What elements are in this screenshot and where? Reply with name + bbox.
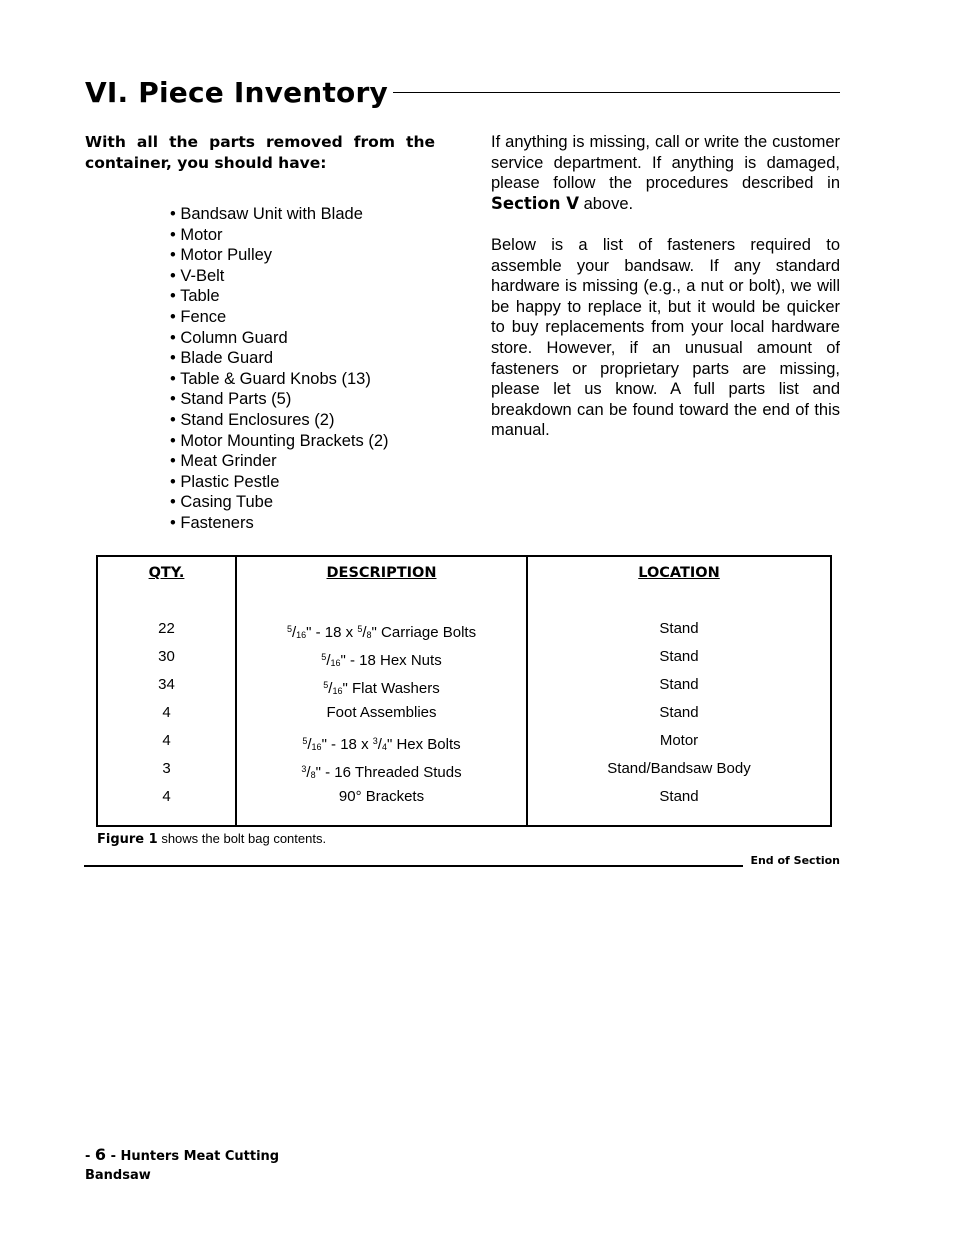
figure-label: Figure 1 bbox=[97, 832, 158, 847]
footer-title-line1: - Hunters Meat Cutting bbox=[106, 1149, 280, 1164]
list-item: • Table bbox=[170, 287, 220, 306]
location-cell: Stand bbox=[659, 648, 699, 665]
page-footer bbox=[85, 1145, 279, 1185]
list-item: • Casing Tube bbox=[170, 493, 274, 512]
location-cells bbox=[528, 619, 830, 815]
right-column bbox=[491, 132, 840, 462]
fasteners-paragraph: Below is a list of fasteners required to assemble your bandsaw. If any standard hardware is missing (e.g., a nut or bolt), we will be happy to replace it, but it would be quicker to buy replacements from your local hardware store. However, if an unusual amount of fasteners or proprietary parts are missing, please let us know. A full parts list and breakdown can be found toward the end of this manual. bbox=[491, 235, 840, 440]
qty-cell: 3 bbox=[162, 760, 171, 777]
location-cell: Stand bbox=[659, 620, 699, 637]
location-column bbox=[528, 557, 830, 825]
list-item: • Plastic Pestle bbox=[170, 472, 280, 491]
page-number: 6 bbox=[94, 1145, 107, 1164]
description-cell: $^5/_{16}$" - 18 Hex Nuts bbox=[321, 652, 442, 669]
list-item: • V-Belt bbox=[170, 266, 225, 285]
list-item: • Meat Grinder bbox=[170, 452, 277, 471]
end-of-section-label: End of Section bbox=[750, 854, 840, 867]
description-cells bbox=[237, 619, 526, 815]
list-item: • Motor Pulley bbox=[170, 246, 273, 265]
footer-title-line2: Bandsaw bbox=[85, 1168, 151, 1183]
location-cell: Stand/Bandsaw Body bbox=[607, 760, 751, 777]
list-item: • Bandsaw Unit with Blade bbox=[170, 205, 363, 223]
description-cell: Foot Assemblies bbox=[326, 704, 437, 721]
qty-cell: 30 bbox=[158, 648, 175, 665]
description-cell: $^5/_{16}$" - 18 x $^5/_8$" Carriage Bolts bbox=[286, 624, 477, 641]
paragraph-text: If anything is missing, call or write the customer service department. If anything is damaged, please follow the procedures described in bbox=[491, 133, 840, 193]
fastener-table bbox=[96, 555, 832, 827]
description-cell: $^5/_{16}$" - 18 x $^3/_4$" Hex Bolts bbox=[302, 736, 461, 753]
paragraph-text: above. bbox=[579, 194, 634, 213]
location-cell: Stand bbox=[659, 704, 699, 721]
location-header: LOCATION bbox=[638, 565, 720, 581]
parts-list bbox=[170, 204, 389, 534]
description-column bbox=[237, 557, 528, 825]
description-cell: $^3/_8$" - 16 Threaded Studs bbox=[301, 764, 462, 781]
qty-cell: 4 bbox=[162, 732, 171, 749]
description-header: DESCRIPTION bbox=[326, 565, 437, 581]
intro-text: With all the parts removed from the container, you should have: bbox=[85, 133, 435, 172]
qty-header: QTY. bbox=[148, 565, 185, 581]
list-item: • Motor bbox=[170, 225, 223, 244]
qty-cells bbox=[98, 619, 235, 815]
qty-column bbox=[98, 557, 237, 825]
end-rule bbox=[84, 865, 743, 867]
section-heading-row bbox=[85, 74, 840, 114]
list-item: • Blade Guard bbox=[170, 349, 274, 368]
list-item: • Column Guard bbox=[170, 328, 288, 347]
missing-parts-paragraph bbox=[491, 132, 840, 214]
qty-cell: 4 bbox=[162, 704, 171, 721]
footer-prefix: - bbox=[85, 1149, 95, 1164]
list-item: • Stand Enclosures (2) bbox=[170, 410, 335, 429]
qty-cell: 4 bbox=[162, 788, 171, 805]
list-item: • Motor Mounting Brackets (2) bbox=[170, 431, 389, 450]
location-cell: Stand bbox=[659, 676, 699, 693]
list-item: • Stand Parts (5) bbox=[170, 390, 292, 409]
qty-cell: 34 bbox=[158, 676, 175, 693]
list-item: • Fasteners bbox=[170, 513, 254, 532]
figure-caption bbox=[97, 830, 326, 849]
list-item: • Fence bbox=[170, 307, 227, 326]
caption-text: shows the bolt bag contents. bbox=[157, 831, 327, 846]
location-cell: Motor bbox=[659, 732, 699, 749]
description-cell: $^5/_{16}$" Flat Washers bbox=[323, 680, 440, 697]
qty-cell: 22 bbox=[158, 620, 175, 637]
list-item: • Table & Guard Knobs (13) bbox=[170, 369, 371, 388]
title-rule bbox=[393, 92, 840, 93]
section-title: VI. Piece Inventory bbox=[85, 76, 388, 109]
location-cell: Stand bbox=[659, 788, 699, 805]
section-reference: Section V bbox=[491, 193, 579, 213]
left-column bbox=[85, 132, 435, 532]
description-cell: 90° Brackets bbox=[338, 788, 425, 805]
